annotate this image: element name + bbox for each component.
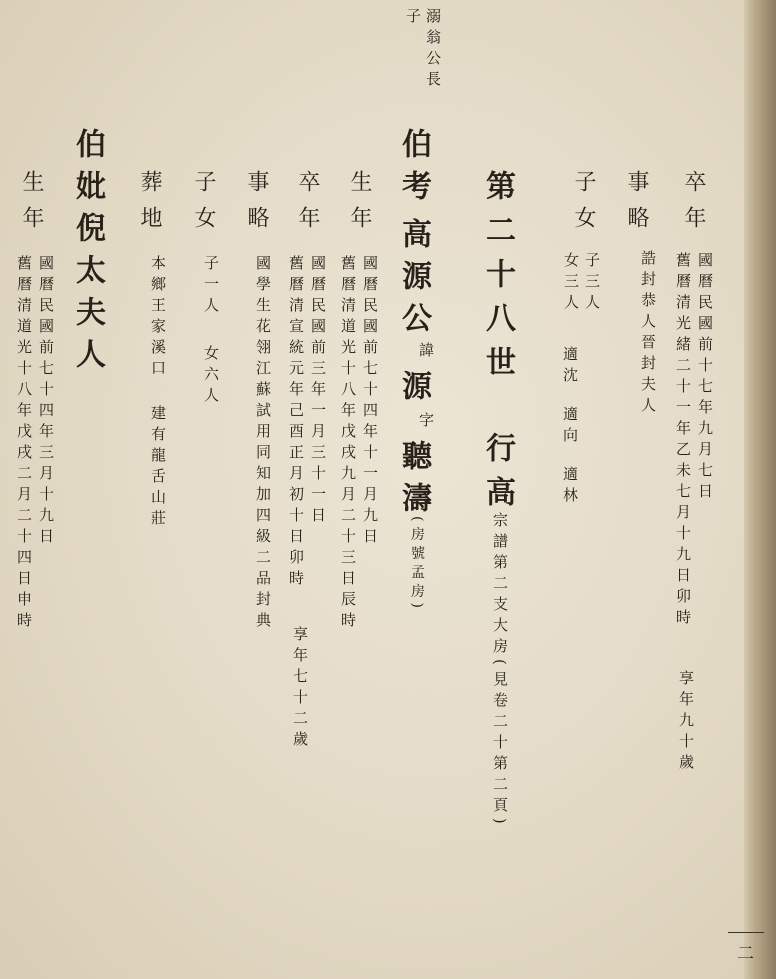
generation-rank: 行高 bbox=[480, 432, 515, 520]
subject-name: 源 bbox=[396, 370, 431, 412]
father-deeds: 誥封恭人晉封夫人 bbox=[639, 250, 657, 418]
subject-death-date: 國曆民國前三年一月三十一日 bbox=[309, 255, 327, 528]
subject-burial-place: 本鄉王家溪口 bbox=[149, 255, 167, 381]
subject-title-b: 高源公 bbox=[396, 218, 431, 344]
subject-zi-label: 字 bbox=[417, 412, 435, 433]
subject-title-a: 伯考 bbox=[396, 128, 431, 212]
wife-birth-date: 國曆民國前七十四年三月十九日 bbox=[37, 255, 55, 549]
page-number: 二 bbox=[733, 944, 753, 961]
wife-title: 伯妣倪太夫人 bbox=[70, 128, 105, 380]
subject-deeds: 國學生花翎江蘇試用同知加四級二品封典 bbox=[254, 255, 272, 633]
subject-house-name: (房號孟房) bbox=[409, 516, 425, 613]
father-sons: 子三人 bbox=[583, 252, 601, 315]
wife-birth-date-old: 舊曆清道光十八年戊戌二月二十四日申時 bbox=[15, 255, 33, 633]
father-daughter-married-3: 適林 bbox=[561, 466, 579, 508]
father-daughter-married-2: 適向 bbox=[561, 406, 579, 448]
father-daughter-married-1: 適沈 bbox=[561, 346, 579, 388]
subject-death-label: 卒年 bbox=[295, 170, 320, 242]
header-line2: 子 bbox=[404, 8, 422, 29]
subject-death-age: 享年七十二歲 bbox=[291, 626, 309, 752]
father-death-date: 國曆民國前十七年九月七日 bbox=[696, 252, 714, 504]
father-deeds-label: 事略 bbox=[624, 170, 649, 242]
father-daughters: 女三人 bbox=[562, 252, 580, 315]
subject-daughters: 女六人 bbox=[202, 345, 220, 408]
father-death-age: 享年九十歲 bbox=[677, 670, 695, 775]
book-binding-edge bbox=[744, 0, 776, 979]
generation-title: 第二十八世 bbox=[480, 170, 515, 390]
subject-birth-date-old: 舊曆清道光十八年戊戌九月二十三日辰時 bbox=[339, 255, 357, 633]
father-death-label: 卒年 bbox=[681, 170, 706, 242]
subject-burial-label: 葬地 bbox=[137, 170, 162, 242]
subject-death-date-old: 舊曆清宣統元年己酉正月初十日卯時 bbox=[287, 255, 305, 591]
generation-note: 宗譜第二支大房(見卷二十第二頁) bbox=[491, 512, 509, 830]
wife-birth-label: 生年 bbox=[19, 170, 44, 242]
father-children-label: 子女 bbox=[571, 170, 596, 242]
subject-hui-label: 諱 bbox=[417, 342, 435, 363]
page-number-rule bbox=[728, 932, 764, 933]
header-line1: 溺翁公長 bbox=[424, 8, 442, 92]
subject-sons: 子一人 bbox=[202, 255, 220, 318]
subject-deeds-label: 事略 bbox=[244, 170, 269, 242]
subject-birth-label: 生年 bbox=[347, 170, 372, 242]
subject-burial-note: 建有龍舌山莊 bbox=[149, 405, 167, 531]
subject-courtesy-name: 聽濤 bbox=[396, 440, 431, 524]
subject-children-label: 子女 bbox=[191, 170, 216, 242]
father-death-date-old: 舊曆清光緒二十一年乙未七月十九日卯時 bbox=[674, 252, 692, 630]
subject-birth-date: 國曆民國前七十四年十一月九日 bbox=[361, 255, 379, 549]
